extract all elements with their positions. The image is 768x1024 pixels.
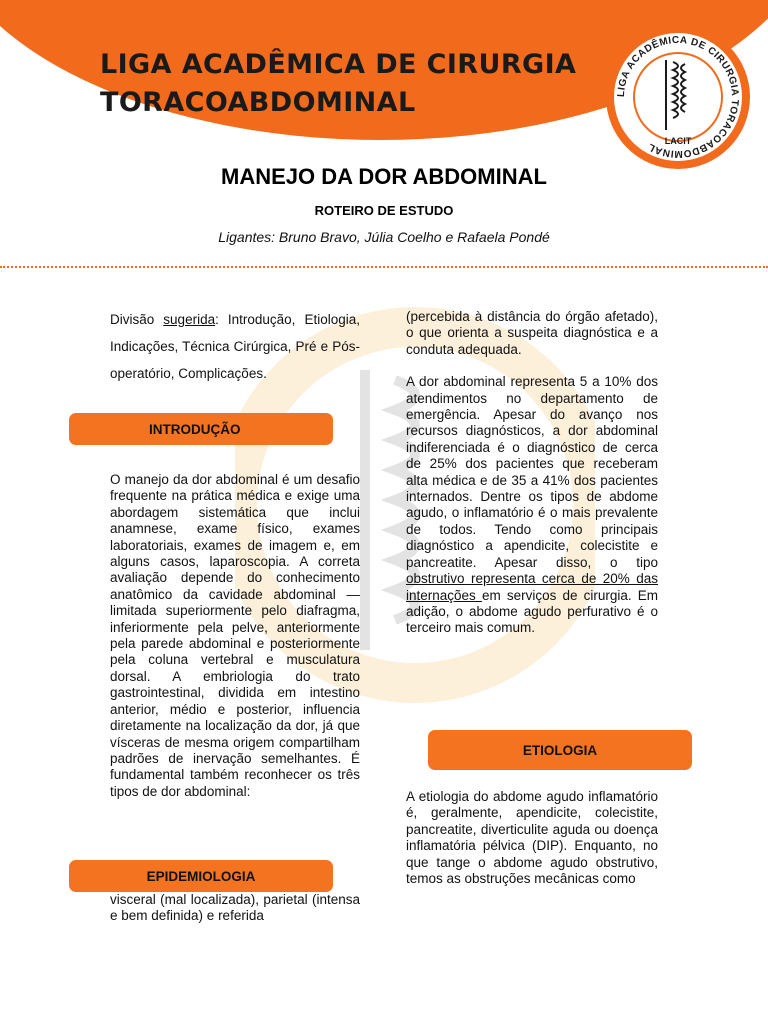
epidemiology-text-underlined: obstrutivo representa cerca de 20% das internações bbox=[406, 571, 658, 603]
organization-title bbox=[100, 46, 600, 122]
division-underlined: sugerida bbox=[163, 312, 216, 327]
document-authors: Ligantes: Bruno Bravo, Júlia Coelho e Rafaela Pondé bbox=[218, 229, 550, 245]
organization-title-line1: LIGA ACADÊMICA DE CIRURGIA bbox=[100, 49, 577, 80]
division-prefix: Divisão bbox=[110, 312, 164, 327]
document-title: MANEJO DA DOR ABDOMINAL bbox=[221, 164, 547, 189]
organization-title-line2: TORACOABDOMINAL bbox=[100, 87, 416, 118]
introduction-paragraph: O manejo da dor abdominal é um desafio frequente na prática médica e exige uma abordagem sistemática que inclui anamnese, exame físico, exames laboratoriais, exames de imagem e, em alguns casos, laparoscopia. A correta avaliação depende do conhecimento anatômico da cavidade abdominal — limitada superiormente pelo diafragma, inferiormente pela pelve, anteriormente pela parede abdominal e posteriormente pela coluna vertebral e musculatura dorsal. A embriologia do trato gastrointestinal, dividida em intestino anterior, médio e posterior, influencia diretamente na localização da dor, já que vísceras de mesma origem compartilham padrões de inervação semelhantes. É fundamental também reconhecer os três tipos de dor abdominal: bbox=[110, 472, 360, 799]
logo-ring-text: LIGA ACADÊMICA DE CIRURGIA TORACOABDOMINAL bbox=[615, 34, 741, 160]
lacit-logo bbox=[603, 22, 753, 172]
etiology-paragraph: A etiologia do abdome agudo inflamatório é, geralmente, apendicite, colecistite, pancreatite, diverticulite aguda ou doença inflamatória pélvica (DIP). Enquanto, no que tange o abdome agudo obstrutivo, temos as obstruções mecânicas como bbox=[406, 789, 658, 887]
dotted-divider bbox=[0, 266, 768, 268]
division-list: : Introdução, Etiologia, Indicações, Técnica Cirúrgica, Pré e Pós-operatório, Complicações. bbox=[110, 312, 360, 381]
epidemiology-paragraph bbox=[406, 374, 658, 637]
section-heading-etiologia: ETIOLOGIA bbox=[428, 730, 692, 770]
epidemiology-text-before: A dor abdominal representa 5 a 10% dos atendimentos no departamento de emergência. Apesar do avanço nos recursos diagnósticos, a dor abdominal indiferenciada é o diagnóstico de cerca de 25% dos pacientes que receberam alta médica e de 35 a 41% dos pacientes internados. Dentre os tipos de abdome agudo, o inflamatório é o mais prevalente de todos. Tendo como principais diagnóstico a apendicite, colecistite e pancreatite. Apesar disso, o tipo bbox=[406, 374, 658, 570]
section-heading-epidemiologia: EPIDEMIOLOGIA bbox=[69, 860, 333, 892]
logo-acronym: LACIT bbox=[664, 136, 692, 146]
suggested-division bbox=[110, 306, 360, 387]
section-heading-introducao: INTRODUÇÃO bbox=[69, 413, 333, 445]
introduction-paragraph-continuation: visceral (mal localizada), parietal (intensa e bem definida) e referida bbox=[110, 892, 360, 924]
document-subtitle: ROTEIRO DE ESTUDO bbox=[314, 203, 454, 218]
epidemiology-text-after: em serviços de cirurgia. Em adição, o abdome agudo perfurativo é o terceiro mais comum. bbox=[406, 587, 658, 636]
right-column-text bbox=[406, 309, 658, 653]
pain-types-paragraph: (percebida à distância do órgão afetado), o que orienta a suspeita diagnóstica e a conduta adequada. bbox=[406, 309, 658, 357]
